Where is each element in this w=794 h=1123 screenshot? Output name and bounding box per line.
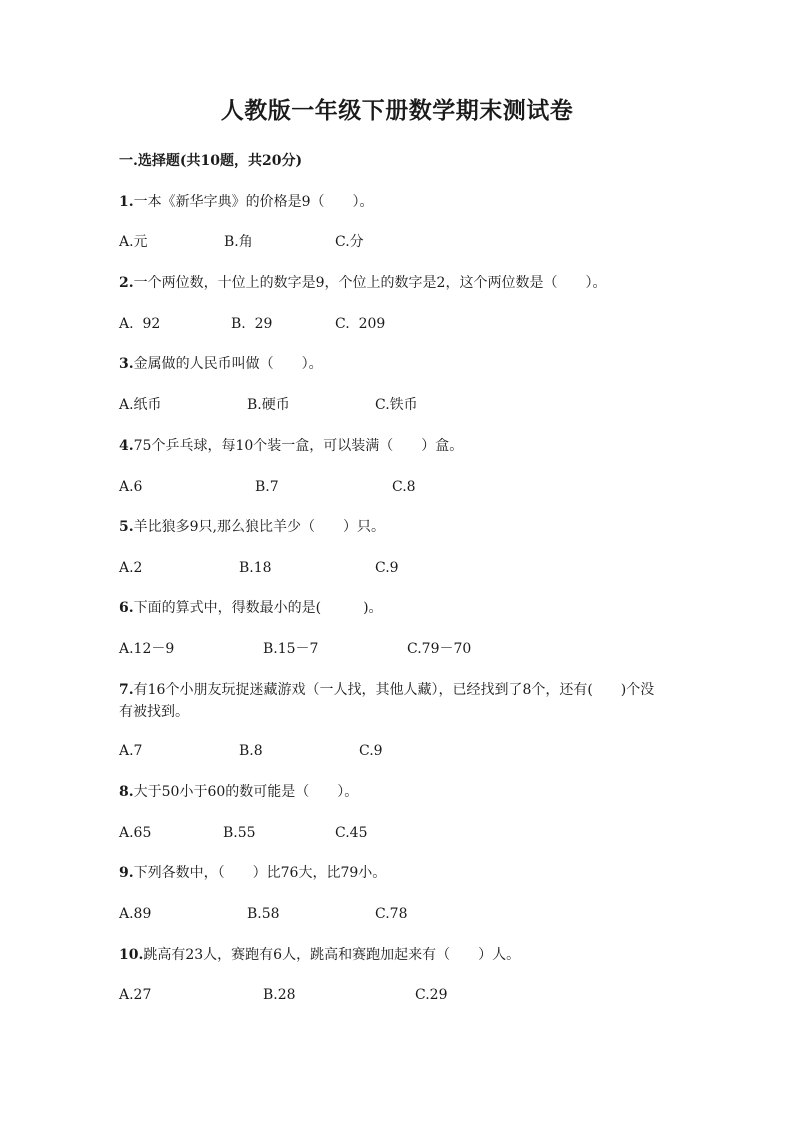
option-a[interactable]: A.12－9 [119, 641, 175, 657]
page-title: 人教版一年级下册数学期末测试卷 [220, 97, 574, 124]
option-b[interactable]: B.7 [255, 479, 279, 495]
option-b[interactable]: B.28 [263, 987, 296, 1003]
question-10 [119, 944, 679, 966]
option-b[interactable]: B.58 [247, 906, 280, 922]
option-a[interactable]: A.65 [119, 825, 152, 841]
option-c[interactable]: C.45 [335, 825, 368, 841]
question-number: 2. [119, 275, 134, 291]
option-c[interactable]: C.9 [375, 560, 399, 576]
question-text: 跳高有23人，赛跑有6人，跳高和赛跑加起来有（ ）人。 [143, 947, 521, 963]
option-c[interactable]: C.9 [359, 743, 383, 759]
option-c[interactable]: C. 209 [335, 316, 386, 332]
option-a[interactable]: A. 92 [119, 316, 161, 332]
question-2 [119, 272, 679, 294]
option-a[interactable]: A.27 [119, 987, 152, 1003]
option-a[interactable]: A.2 [119, 560, 143, 576]
option-a[interactable]: A.7 [119, 743, 143, 759]
question-7 [119, 679, 667, 723]
option-b[interactable]: B.55 [223, 825, 256, 841]
option-a[interactable]: A.6 [119, 479, 143, 495]
option-b[interactable]: B.硬币 [247, 397, 290, 413]
option-b[interactable]: B.18 [239, 560, 272, 576]
question-text: 有16个小朋友玩捉迷藏游戏（一人找，其他人藏），已经找到了8个，还有( )个没有被找到。 [119, 682, 655, 720]
option-c[interactable]: C.铁币 [375, 397, 418, 413]
option-c[interactable]: C.分 [335, 234, 364, 250]
option-a[interactable]: A.元 [119, 234, 148, 250]
question-text: 75个乒乓球，每10个装一盒，可以装满（ ）盒。 [133, 438, 464, 454]
option-c[interactable]: C.29 [415, 987, 448, 1003]
question-5 [119, 516, 679, 538]
question-text: 一本《新华字典》的价格是9（ ）。 [133, 194, 374, 210]
option-c[interactable]: C.78 [375, 906, 408, 922]
question-4 [119, 435, 679, 457]
option-c[interactable]: C.79－70 [407, 641, 472, 657]
question-number: 1. [119, 194, 134, 210]
question-text: 金属做的人民币叫做（ ）。 [133, 356, 323, 372]
question-text: 下面的算式中，得数最小的是( )。 [133, 600, 383, 616]
question-number: 6. [119, 600, 134, 616]
option-b[interactable]: B.8 [239, 743, 263, 759]
option-a[interactable]: A.纸币 [119, 397, 162, 413]
question-9 [119, 862, 679, 884]
question-number: 7. [119, 682, 134, 698]
question-1 [119, 191, 679, 213]
option-a[interactable]: A.89 [119, 906, 152, 922]
question-number: 9. [119, 865, 134, 881]
question-6 [119, 597, 679, 619]
option-b[interactable]: B.角 [224, 234, 253, 250]
question-text: 大于50小于60的数可能是（ ）。 [133, 784, 359, 800]
question-text: 一个两位数，十位上的数字是9，个位上的数字是2，这个两位数是（ ）。 [133, 275, 607, 291]
option-c[interactable]: C.8 [392, 479, 416, 495]
question-number: 3. [119, 356, 134, 372]
question-3 [119, 353, 679, 375]
section-heading: 一.选择题(共10题，共20分) [119, 153, 303, 169]
option-b[interactable]: B.15－7 [263, 641, 319, 657]
question-text: 羊比狼多9只,那么狼比羊少（ ）只。 [133, 519, 385, 535]
question-number: 4. [119, 438, 134, 454]
question-number: 8. [119, 784, 134, 800]
question-number: 5. [119, 519, 134, 535]
option-b[interactable]: B. 29 [231, 316, 273, 332]
question-8 [119, 781, 679, 803]
question-number: 10. [119, 947, 144, 963]
question-text: 下列各数中，（ ）比76大，比79小。 [133, 865, 387, 881]
